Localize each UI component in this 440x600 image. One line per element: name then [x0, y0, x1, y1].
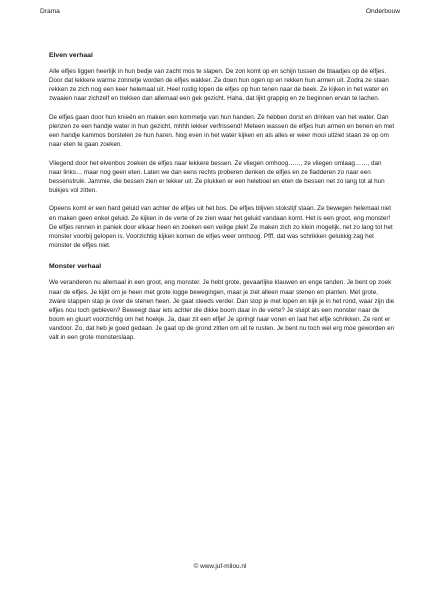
section-monster-verhaal [49, 262, 395, 342]
paragraph: We veranderen nu allemaal in een groot, eng monster. Je hebt grote, gevaarlijke klauwen en enge tanden. Je bent op zoek naar de elfjes. Je kijkt om je heen met grote logge bewegingen, maar je ziet alleen maar stenen en planten. Met grote, zware stappen stap je over de stenen heen. Je gaat steeds verder. Dan stop je met lopen en kijk je in het rond, waar zijn die elfjes nou toch gebleven? Beweegt daar iets achter die dikke boom daar in de verte? Je sluipt als een monster naar de boom en gluurt voorzichtig om het hoekje. Ja, daar zit een elfje! Je springt naar voren en laat het elfje schrikken. Ze rent er vandoor. Zo, dat heb je goed gedaan. Je gaat op de grond zitten om uit te rusten. Je bent nu toch wel erg moe geworden en valt in een grote monsterslaap. [49, 279, 395, 342]
paragraph: Opeens komt er een hard geluid van achter de elfjes uit het bos. De elfjes blijven stokstijf staan. Ze bewegen helemaal niet en maken geen enkel geluid. Ze kijken in de verte of ze zien waar het geluid vandaan komt. Het is een groot, eng monster! De elfjes rennen in paniek door elkaar heen en zoeken een veilige plek! Ze maken zich zo klein mogelijk, net zo lang tot het monster voorbij gelopen is. Voorzichtig kijken komen de elfjes weer omhoog. Pfff, dat was schrikken gelukkig zag het monster de elfjes niet. [49, 205, 393, 250]
paragraph: Vliegend door het elvenbos zoeken de elfjes naar lekkere bessen. Ze vliegen omhoog……, ze vliegen omlaag……, dan naar links… maar nog geen eten. Laten we dan eens rechts proberen denken de elfjes en ze fladderen zo naar een bessenstruik. Jammie, die bessen zien er lekker uit. Ze plukken er een heleboel en eten de bessen net zo lang tot al hun buikjes vol zitten. [49, 159, 385, 195]
header-level: Onderbouw [365, 8, 400, 15]
section-elven-verhaal [49, 51, 395, 250]
section-title: Monster verhaal [49, 263, 102, 271]
header-subject: Drama [40, 8, 60, 15]
section-title: Elven verhaal [49, 52, 93, 59]
paragraph: De elfjes gaan door hun knieën en maken een kommetje van hun handen. Ze hebben dorst en drinken van het water. Dan plenzen ze een handje water in hun gezicht, mhhh lekker verfrissend! Meteen wassen de elfjes hun armen en benen en met een handje kammos borstelen ze hun haren. Nog even in het water kijken en als alles er weer mooi uitziet staan ze op om naar eten te gaan zoeken. [49, 113, 395, 149]
page-footer: © www.juf-milou.nl [193, 563, 247, 570]
document-body [49, 51, 395, 352]
page-header [40, 8, 400, 20]
paragraph: Alle elfjes liggen heerlijk in hun bedje van zacht mos te slapen. De zon komt op en schijn tussen de blaadjes op de elfjes. Door dat lekkere warme zonnetje worden de elfjes wakker. Ze doen hun ogen op en rekken hun armen uit. Zodra ze staan rekken ze zich nog een keer helemaal uit. Heel rustig lopen de elfjes op hun tenen naar de beek. Ze kijken in het water en zwaaien naar zichzelf en trekken dan allemaal een gek gezicht. Haha, dat lijkt grappig en ze beginnen ervan te lachen. [49, 68, 389, 103]
